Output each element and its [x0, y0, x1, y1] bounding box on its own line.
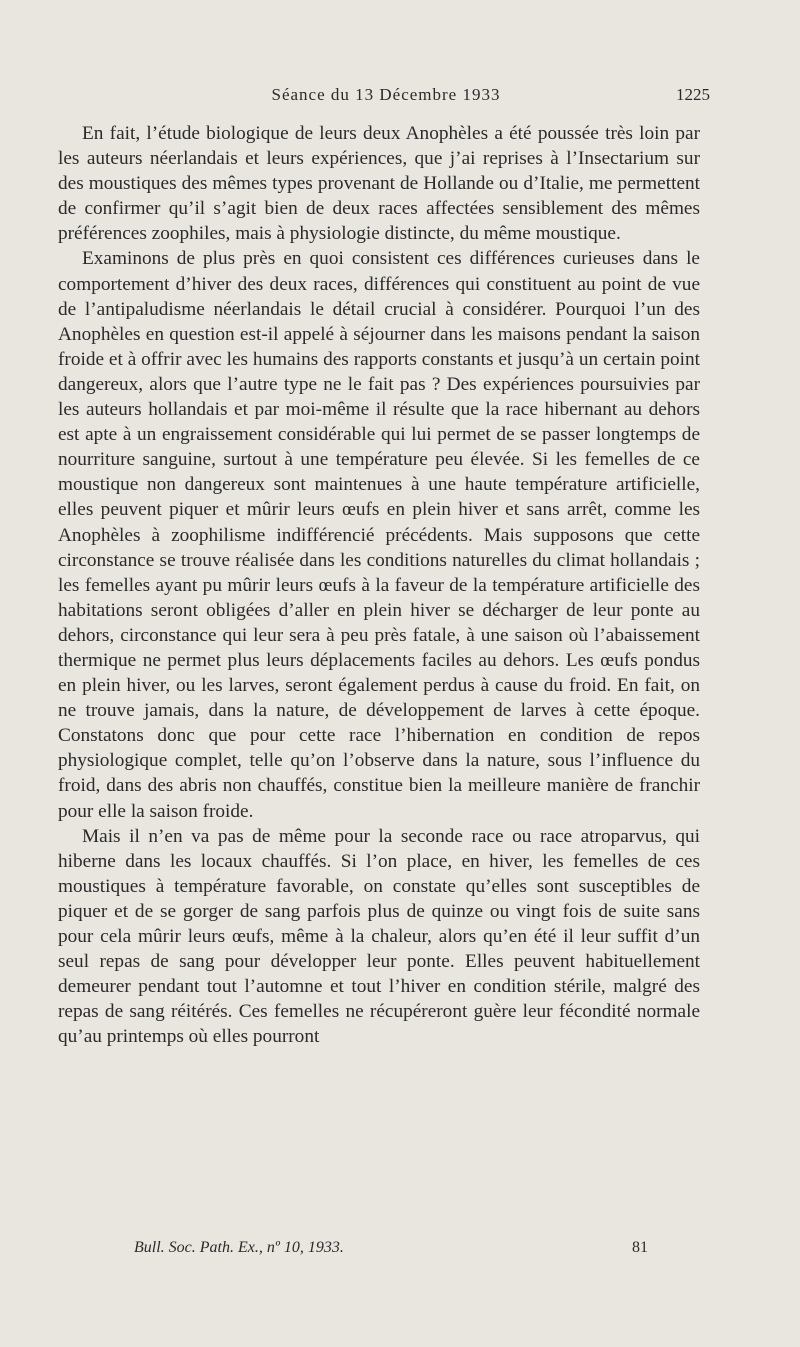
- page-footer: [120, 1239, 710, 1263]
- page-number: 1225: [676, 85, 710, 104]
- page-header: [62, 85, 710, 109]
- running-head: Séance du 13 Décembre 1933: [271, 85, 501, 104]
- journal-citation: Bull. Soc. Path. Ex., nº 10, 1933.: [134, 1239, 344, 1256]
- paragraph: Examinons de plus près en quoi consistent ces différences curieuses dans le comportement d’hiver des deux races, différences qui constituent au point de vue de l’antipaludisme néerlandais le détail crucial à considérer. Pourquoi l’un des Anophèles en question est-il appelé à séjourner dans les maisons pendant la saison froide et à offrir avec les humains des rapports constants et jusqu’à un certain point dangereux, alors que l’autre type ne le fait pas ? Des expériences poursuivies par les auteurs hollandais et par moi-même il résulte que la race hibernant au dehors est apte à un engraissement considérable qui lui permet de se passer longtemps de nourriture sanguine, surtout à une température peu élevée. Si les femelles de ce moustique non dangereux sont maintenues à une haute température artificielle, elles peuvent piquer et mûrir leurs œufs en plein hiver et sans arrêt, comme les Anophèles à zoophilisme indifférencié précédents. Mais supposons que cette circonstance se trouve réalisée dans les conditions naturelles du climat hollandais ; les femelles ayant pu mûrir leurs œufs à la faveur de la température artificielle des habitations seront obligées d’aller en plein hiver se décharger de leur ponte au dehors, circonstance qui leur sera à peu près fatale, à une saison où l’abaissement thermique ne permet plus leurs déplacements faciles au dehors. Les œufs pondus en plein hiver, ou les larves, seront également perdus à cause du froid. En fait, on ne trouve jamais, dans la nature, de développement de larves à cette époque. Constatons donc que pour cette race l’hibernation en condition de repos physiologique complet, telle qu’on l’observe dans la nature, sous l’influence du froid, dans des abris non chauffés, constitue bien la meilleure manière de franchir pour elle la saison froide.: [58, 248, 700, 822]
- paragraph: Mais il n’en va pas de même pour la seconde race ou race atroparvus, qui hiberne dans les locaux chauffés. Si l’on place, en hiver, les femelles de ces moustiques à température favorable, on constate qu’elles sont susceptibles de piquer et de se gorger de sang parfois plus de quinze ou vingt fois de suite sans pour cela mûrir leurs œufs, même à la chaleur, alors qu’en été il leur suffit d’un seul repas de sang pour développer leur ponte. Elles peuvent habituellement demeurer pendant tout l’automne et tout l’hiver en condition stérile, malgré des repas de sang réitérés. Ces femelles ne récupéreront guère leur fécondité normale qu’au printemps où elles pourront: [58, 825, 700, 1048]
- body-text: [58, 121, 700, 1049]
- paragraph: En fait, l’étude biologique de leurs deux Anophèles a été poussée très loin par les auteurs néerlandais et leurs expériences, que j’ai reprises à l’Insectarium sur des moustiques des mêmes types provenant de Hollande ou d’Italie, me permettent de confirmer qu’il s’agit bien de deux races affectées sensiblement des mêmes préférences zoophiles, mais à physiologie distincte, du même moustique.: [58, 123, 700, 245]
- signature-mark: 81: [632, 1239, 648, 1256]
